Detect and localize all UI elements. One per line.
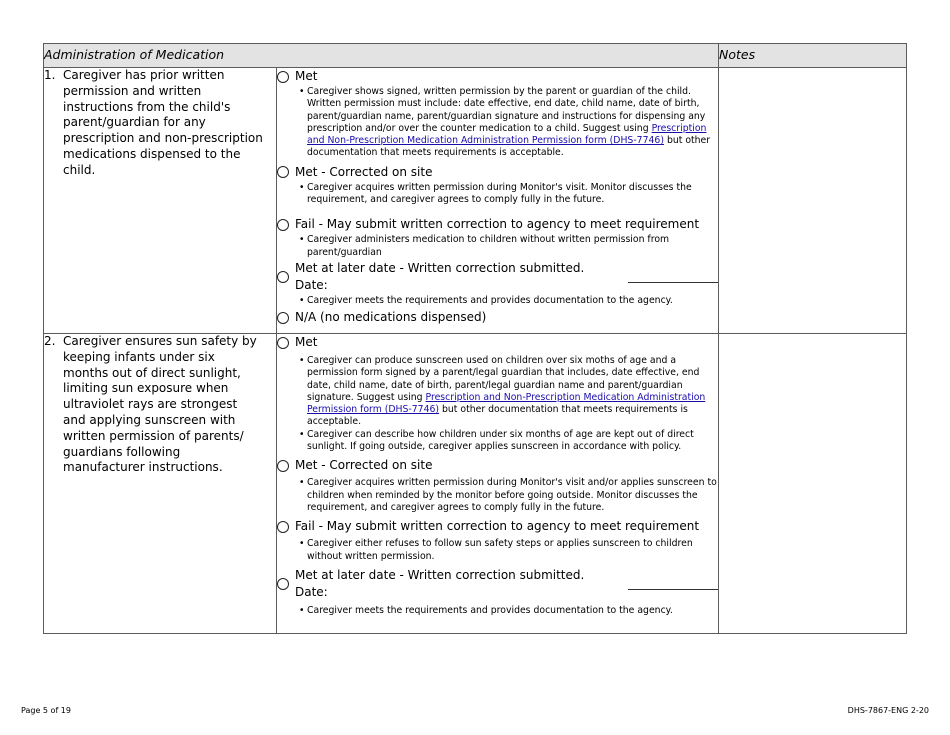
bullet-text: Caregiver can produce sunscreen used on children over six moths of age and a permission form signed by a parent/legal guardian that includes, date effective, end date, child name, date of birth, parent/legal guardian name and parent/guardian signature. Suggest using <box>307 355 700 403</box>
notes-column-title: Notes <box>719 44 907 68</box>
fail-criteria-list <box>277 538 718 563</box>
option-met[interactable] <box>277 68 718 85</box>
fail-radio[interactable] <box>277 521 289 533</box>
met-radio[interactable] <box>277 71 289 83</box>
option-label: Fail - May submit written correction to agency to meet requirement <box>295 519 700 534</box>
option-label: Fail - May submit written correction to agency to meet requirement <box>295 217 700 232</box>
corrected-criteria-list <box>277 477 718 514</box>
date-field[interactable] <box>628 577 718 590</box>
option-fail[interactable] <box>277 216 718 233</box>
form-identifier: DHS-7867-ENG 2-20 <box>847 706 929 715</box>
option-label: Met <box>295 335 318 349</box>
fail-criteria-list <box>277 234 718 259</box>
option-label: Met - Corrected on site <box>295 458 433 473</box>
criteria-bullet: • Caregiver meets the requirements and provides documentation to the agency. <box>299 295 718 307</box>
criteria-bullet <box>299 86 718 160</box>
dhs-7746-form-link[interactable]: Prescription and Non-Prescription Medication Administration Permission form (DHS-7746) <box>307 391 706 416</box>
corrected-criteria-list <box>277 182 718 207</box>
na-radio[interactable] <box>277 312 289 324</box>
option-na[interactable] <box>277 309 718 326</box>
options-cell-2 <box>277 334 719 634</box>
requirement-text: Caregiver has prior written permission and written instructions from the child's parent/guardian for any prescription and non-prescription medications dispensed to the child. <box>63 68 263 177</box>
requirement-row-1 <box>44 68 907 334</box>
requirement-number: 1. <box>44 68 56 82</box>
section-title: Administration of Medication <box>44 44 719 68</box>
notes-cell-2[interactable] <box>719 334 907 634</box>
option-label: N/A (no medications dispensed) <box>295 310 487 325</box>
bullet-text: but other documentation that meets requirements is acceptable. <box>307 404 688 428</box>
requirement-cell-2 <box>44 334 277 634</box>
options-cell-1 <box>277 68 719 334</box>
corrected-radio[interactable] <box>277 460 289 472</box>
fail-radio[interactable] <box>277 219 289 231</box>
criteria-bullet: • Caregiver either refuses to follow sun safety steps or applies sunscreen to children without written permission. <box>299 538 718 563</box>
option-label: Met - Corrected on site <box>295 164 433 179</box>
requirement-number: 2. <box>44 334 56 348</box>
later-criteria-list <box>277 605 718 617</box>
notes-cell-1[interactable] <box>719 68 907 334</box>
option-met[interactable] <box>277 334 718 351</box>
requirement-row-2 <box>44 334 907 634</box>
criteria-bullet: • Caregiver can describe how children under six months of age are kept out of direct sunlight. If going outside, caregiver applies sunscreen in accordance with policy. <box>299 429 718 454</box>
table-header-row <box>44 44 907 68</box>
page-number: Page 5 of 19 <box>21 706 71 715</box>
criteria-bullet: • Caregiver acquires written permission during Monitor's visit. Monitor discusses the requirement, and caregiver agrees to comply fully in the future. <box>299 182 718 207</box>
met-criteria-list <box>277 86 718 160</box>
option-label: Met at later date - Written correction submitted. Date: <box>295 260 585 292</box>
requirement-cell-1 <box>44 68 277 334</box>
criteria-bullet: • Caregiver administers medication to children without written permission from parent/guardian <box>299 234 718 259</box>
corrected-radio[interactable] <box>277 166 289 178</box>
met-criteria-list <box>277 355 718 453</box>
date-field[interactable] <box>628 270 718 283</box>
option-label: Met <box>295 69 318 83</box>
criteria-bullet: • Caregiver meets the requirements and provides documentation to the agency. <box>299 605 718 617</box>
option-met-later[interactable] <box>277 260 718 294</box>
option-met-corrected[interactable] <box>277 457 718 474</box>
medication-checklist-table <box>43 43 907 634</box>
requirement-text: Caregiver ensures sun safety by keeping infants under six months out of direct sunlight, limiting sun exposure when ultraviolet rays are strongest and applying sunscreen with written permission of parents/ guardians following manufacturer instructions. <box>63 334 257 475</box>
option-met-corrected[interactable] <box>277 164 718 181</box>
criteria-bullet: • Caregiver acquires written permission during Monitor's visit and/or applies sunscreen to children when reminded by the monitor before going outside. Monitor discusses the requirement, and caregiver agrees to comply fully in the future. <box>299 477 718 514</box>
criteria-bullet <box>299 355 718 429</box>
later-radio[interactable] <box>277 578 289 590</box>
bullet-text: Caregiver shows signed, written permission by the parent or guardian of the child. Written permission must include: date effective, end date, child name, date of birth, parent/guardian name, parent/guardian signature and instructions for dispensing any prescription and/or over the counter medication to a child. Suggest using <box>307 86 706 134</box>
dhs-7746-form-link[interactable]: Prescription and Non-Prescription Medication Administration Permission form (DHS-7746) <box>307 122 707 147</box>
option-fail[interactable] <box>277 518 718 535</box>
later-criteria-list <box>277 295 718 307</box>
option-met-later[interactable] <box>277 567 718 601</box>
bullet-text: but other documentation that meets requirements is acceptable. <box>307 135 711 159</box>
option-label: Met at later date - Written correction submitted. Date: <box>295 567 585 599</box>
met-radio[interactable] <box>277 337 289 349</box>
later-radio[interactable] <box>277 271 289 283</box>
